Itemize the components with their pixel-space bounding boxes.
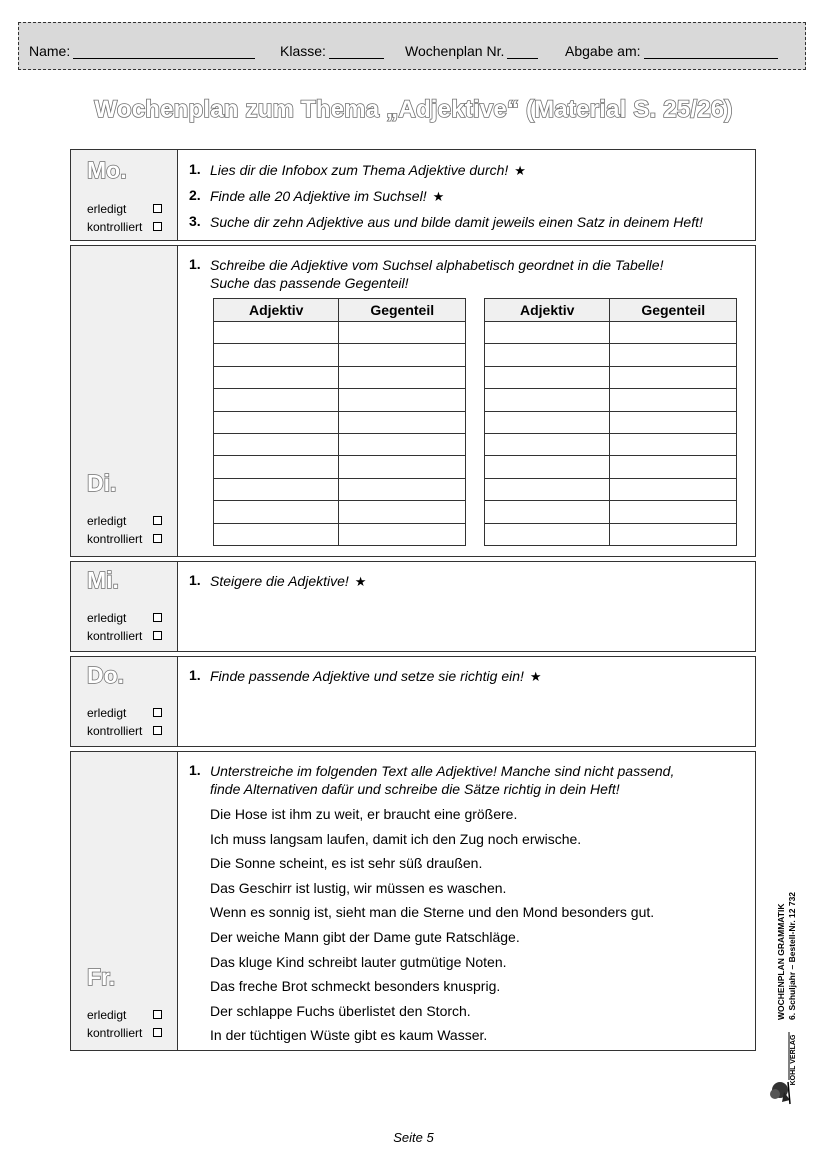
task-number: 2.	[189, 187, 201, 203]
task-text	[210, 572, 366, 591]
table-cell[interactable]	[610, 344, 737, 366]
column-header-adjective: Adjektiv	[214, 299, 339, 322]
task-number: 1.	[189, 256, 201, 272]
due-date-line[interactable]	[644, 44, 778, 59]
task-text-content: Finde passende Adjektive und setze sie richtig ein!	[210, 668, 524, 684]
adjective-table-right	[484, 298, 737, 546]
table-cell[interactable]	[610, 501, 737, 523]
table-row	[485, 411, 737, 433]
class-line[interactable]	[329, 44, 384, 59]
table-cell[interactable]	[485, 366, 610, 388]
day-thursday	[70, 656, 756, 747]
column-header-opposite: Gegenteil	[339, 299, 466, 322]
table-cell[interactable]	[214, 344, 339, 366]
done-label: erledigt	[87, 202, 127, 216]
table-row	[214, 501, 466, 523]
checkbox-checked[interactable]	[153, 726, 162, 735]
page-number: Seite 5	[393, 1130, 434, 1145]
plan-number-label: Wochenplan Nr.	[405, 43, 505, 59]
day-friday-sidebar	[71, 752, 178, 1050]
checked-label: kontrolliert	[87, 724, 143, 738]
task-text-line: finde Alternativen dafür und schreibe die Sätze richtig in dein Heft!	[210, 781, 620, 797]
class-field[interactable]	[280, 43, 384, 59]
table-row	[214, 433, 466, 455]
day-thursday-name: Do.	[87, 662, 125, 688]
table-cell[interactable]	[214, 322, 339, 344]
day-tuesday-tasks	[177, 246, 755, 556]
table-cell[interactable]	[339, 322, 466, 344]
task-text: Suche dir zehn Adjektive aus und bilde damit jeweils einen Satz in deinem Heft!	[210, 214, 703, 230]
due-date-field[interactable]	[565, 43, 778, 59]
table-cell[interactable]	[485, 411, 610, 433]
day-friday-name: Fr.	[87, 964, 116, 990]
task-text	[210, 667, 542, 686]
checked-label: kontrolliert	[87, 629, 143, 643]
checkbox-done[interactable]	[153, 613, 162, 622]
done-label: erledigt	[87, 514, 127, 528]
star-icon: ★	[432, 189, 445, 204]
checkbox-checked[interactable]	[153, 534, 162, 543]
table-cell[interactable]	[339, 433, 466, 455]
table-row	[485, 322, 737, 344]
day-monday-tasks	[177, 150, 755, 240]
task-text-line: Unterstreiche im folgenden Text alle Adjektive! Manche sind nicht passend,	[210, 763, 675, 779]
exercise-sentence: Das freche Brot schmeckt besonders knusprig.	[210, 978, 501, 995]
table-cell[interactable]	[610, 433, 737, 455]
star-icon: ★	[529, 669, 542, 684]
table-cell[interactable]	[214, 478, 339, 500]
table-cell[interactable]	[214, 456, 339, 478]
table-row	[214, 366, 466, 388]
day-thursday-tasks	[177, 657, 755, 746]
table-row	[485, 501, 737, 523]
table-cell[interactable]	[339, 478, 466, 500]
task-text	[210, 762, 674, 798]
table-cell[interactable]	[339, 389, 466, 411]
student-info-header	[18, 22, 806, 70]
page-title: Wochenplan zum Thema „Adjektive“ (Material S. 25/26)	[94, 96, 733, 123]
table-row	[485, 523, 737, 545]
table-row	[214, 411, 466, 433]
table-cell[interactable]	[339, 366, 466, 388]
plan-number-line[interactable]	[507, 44, 538, 59]
table-cell[interactable]	[214, 501, 339, 523]
checked-label: kontrolliert	[87, 220, 143, 234]
exercise-sentence: Wenn es sonnig ist, sieht man die Sterne und den Mond besonders gut.	[210, 904, 655, 921]
task-number: 1.	[189, 161, 201, 177]
table-cell[interactable]	[485, 389, 610, 411]
tree-icon-part	[770, 1089, 780, 1099]
table-row	[485, 433, 737, 455]
table-row	[214, 344, 466, 366]
star-icon: ★	[514, 163, 526, 178]
name-field[interactable]	[29, 43, 255, 59]
checked-label: kontrolliert	[87, 1026, 143, 1040]
table-cell[interactable]	[339, 411, 466, 433]
table-cell[interactable]	[485, 478, 610, 500]
exercise-sentence: Ich muss langsam laufen, damit ich den Zug noch erwische.	[210, 830, 582, 847]
exercise-sentence: In der tüchtigen Wüste gibt es kaum Wasser.	[210, 1027, 488, 1044]
table-cell[interactable]	[485, 322, 610, 344]
table-cell[interactable]	[610, 523, 737, 545]
day-wednesday-tasks	[177, 562, 755, 651]
table-cell[interactable]	[214, 433, 339, 455]
day-thursday-sidebar	[71, 657, 178, 746]
due-date-label: Abgabe am:	[565, 43, 641, 59]
checkbox-checked[interactable]	[153, 222, 162, 231]
table-row	[214, 389, 466, 411]
day-wednesday-sidebar	[71, 562, 178, 651]
day-wednesday	[70, 561, 756, 652]
checkbox-done[interactable]	[153, 516, 162, 525]
table-cell[interactable]	[339, 456, 466, 478]
task-text-content: Finde alle 20 Adjektive im Suchsel!	[210, 188, 427, 204]
day-wednesday-name: Mi.	[87, 567, 119, 593]
table-row	[485, 389, 737, 411]
table-cell[interactable]	[610, 322, 737, 344]
table-cell[interactable]	[610, 389, 737, 411]
checkbox-done[interactable]	[153, 204, 162, 213]
name-label: Name:	[29, 43, 71, 59]
task-text	[210, 256, 663, 292]
side-publication-info	[776, 892, 798, 1020]
table-cell[interactable]	[339, 501, 466, 523]
task-number: 3.	[189, 213, 201, 229]
table-cell[interactable]	[485, 501, 610, 523]
task-text-line: Schreibe die Adjektive vom Suchsel alphabetisch geordnet in die Tabelle!	[210, 257, 664, 273]
checkbox-done[interactable]	[153, 1010, 162, 1019]
checkbox-done[interactable]	[153, 708, 162, 717]
side-order-number: 6. Schuljahr – Bestell-Nr. 12 732	[787, 891, 797, 1020]
exercise-sentence: Der weiche Mann gibt der Dame gute Ratschläge.	[210, 929, 520, 945]
side-series-title: WOCHENPLAN GRAMMATIK	[776, 903, 786, 1020]
exercise-sentence: Der schlappe Fuchs überlistet den Storch.	[210, 1002, 471, 1019]
exercise-sentence: Das kluge Kind schreibt lauter gutmütige Noten.	[210, 953, 507, 970]
star-icon: ★	[354, 574, 367, 589]
table-cell[interactable]	[214, 389, 339, 411]
task-text-content: Lies dir die Infobox zum Thema Adjektive durch!	[210, 162, 509, 178]
checked-label: kontrolliert	[87, 532, 143, 546]
table-cell[interactable]	[214, 411, 339, 433]
task-text	[210, 187, 444, 206]
publisher-logo	[768, 1030, 802, 1106]
task-number: 1.	[189, 667, 201, 683]
table-row	[214, 523, 466, 545]
table-row	[214, 322, 466, 344]
task-text-content: Steigere die Adjektive!	[210, 573, 349, 589]
day-monday-sidebar	[71, 150, 178, 240]
table-cell[interactable]	[610, 366, 737, 388]
column-header-opposite: Gegenteil	[610, 299, 737, 322]
table-row	[485, 478, 737, 500]
table-cell[interactable]	[339, 344, 466, 366]
table-row	[485, 456, 737, 478]
day-monday-name: Mo.	[87, 157, 127, 183]
checkbox-checked[interactable]	[153, 631, 162, 640]
done-label: erledigt	[87, 611, 127, 625]
table-cell[interactable]	[214, 523, 339, 545]
task-text	[210, 161, 526, 180]
task-number: 1.	[189, 762, 201, 778]
exercise-sentence: Die Sonne scheint, es ist sehr süß draußen.	[210, 855, 483, 872]
class-label: Klasse:	[280, 43, 326, 59]
task-text-line: Suche das passende Gegenteil!	[210, 275, 409, 291]
done-label: erledigt	[87, 1008, 127, 1022]
table-cell[interactable]	[485, 344, 610, 366]
table-cell[interactable]	[485, 433, 610, 455]
day-friday	[70, 751, 756, 1051]
day-monday	[70, 149, 756, 241]
table-cell[interactable]	[485, 523, 610, 545]
publisher-name: KOHL VERLAG	[790, 1034, 797, 1086]
plan-number-field[interactable]	[405, 43, 538, 59]
table-row	[214, 478, 466, 500]
table-cell[interactable]	[214, 366, 339, 388]
table-row	[214, 456, 466, 478]
exercise-sentence: Die Hose ist ihm zu weit, er braucht eine größere.	[210, 806, 518, 822]
checkbox-checked[interactable]	[153, 1028, 162, 1037]
table-cell[interactable]	[339, 523, 466, 545]
column-header-adjective: Adjektiv	[485, 299, 610, 322]
day-friday-tasks	[177, 752, 755, 1050]
table-cell[interactable]	[485, 456, 610, 478]
table-row	[485, 344, 737, 366]
table-cell[interactable]	[610, 456, 737, 478]
task-number: 1.	[189, 572, 201, 588]
exercise-sentence: Das Geschirr ist lustig, wir müssen es waschen.	[210, 879, 507, 896]
table-cell[interactable]	[610, 478, 737, 500]
day-tuesday-sidebar	[71, 246, 178, 556]
table-cell[interactable]	[610, 411, 737, 433]
done-label: erledigt	[87, 706, 127, 720]
name-line[interactable]	[73, 44, 255, 59]
day-tuesday	[70, 245, 756, 557]
adjective-table-left	[213, 298, 466, 546]
table-row	[485, 366, 737, 388]
day-tuesday-name: Di.	[87, 470, 117, 496]
